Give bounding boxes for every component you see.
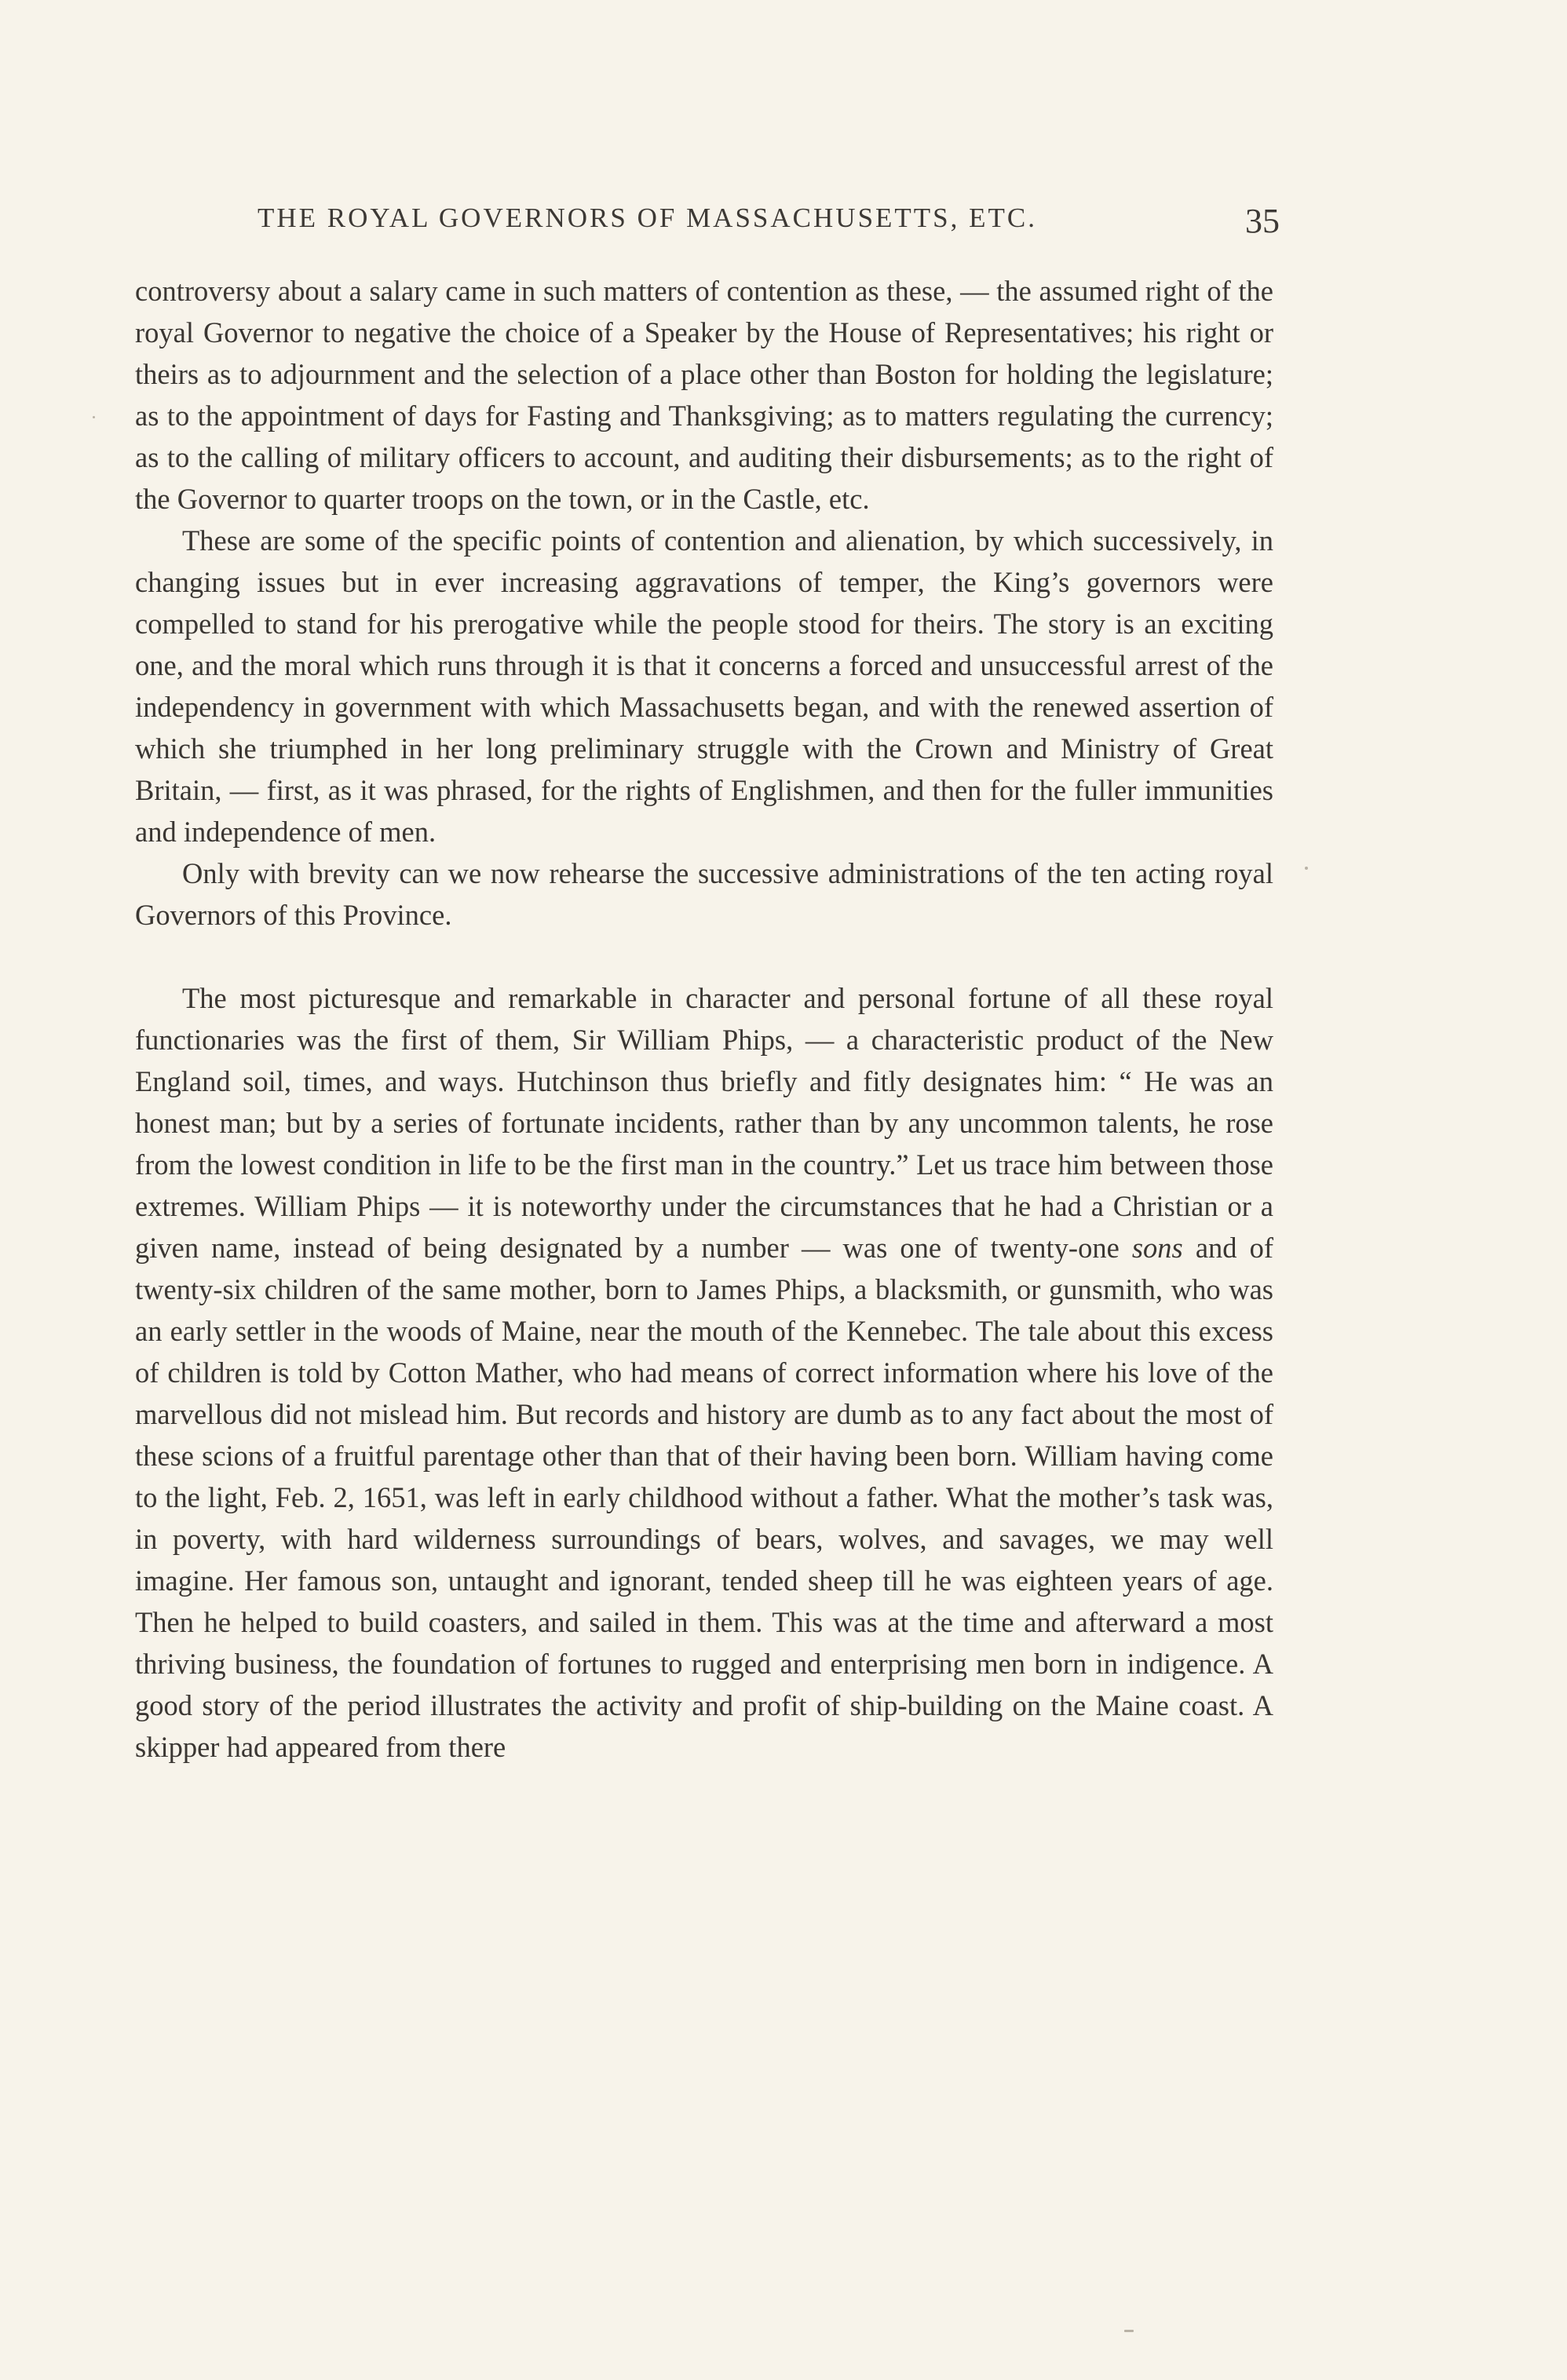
paragraph-3: Only with brevity can we now rehearse the successive administrations of the ten acting royal Governors of this Province. [135,857,1273,931]
paragraph-4-text-a: The most picturesque and remarkable in character and personal fortune of all these royal functionaries was the first of them, Sir William Phips, — a characteristic product of the New England soil, times, and ways. Hutchinson thus briefly and fitly designates him: “ He was an honest man; but by a series of fortunate incidents, rather than by any uncommon talents, he rose from the lowest condition in life to be the first man in the country.” Let us trace him between those extremes. William Phips — it is noteworthy under the circumstances that he had a Christian or a given name, instead of being designated by a number — was one of twenty-one [135,982,1273,1264]
running-title: THE ROYAL GOVERNORS OF MASSACHUSETTS, ETC. [258,203,1037,233]
paragraph-1: controversy about a salary came in such matters of contention as these, — the assumed right of the royal Governor to negative the choice of a Speaker by the House of Representatives; his right or theirs as to adjournment and the selection of a place other than Boston for holding the legislature; as to the appointment of days for Fasting and Thanksgiving; as to matters regulating the currency; as to the calling of military officers to account, and auditing their disbursements; as to the right of the Governor to quarter troops on the town, or in the Castle, etc. [135,275,1273,515]
paper-speck [1124,2330,1134,2332]
italic-emphasis: sons [1131,1232,1183,1264]
paragraph-4-text-b: and of twenty-six children of the same mother, born to James Phips, a blacksmith, or gunsmith, who was an early settler in the woods of Maine, near the mouth of the Kennebec. The tale about this excess of children is told by Cotton Mather, who had means of correct information where his love of the marvellous did not mislead him. But records and history are dumb as to any fact about the most of these scions of a fruitful parentage other than that of their having been born. William having come to the light, Feb. 2, 1651, was left in early childhood without a father. What the mother’s task was, in poverty, with hard wilderness surroundings of bears, wolves, and savages, we may well imagine. Her famous son, untaught and ignorant, tended sheep till he was eighteen years of age. Then he helped to build coasters, and sailed in them. This was at the time and afterward a most thriving business, the foundation of fortunes to rugged and enterprising men born in indigence. A good story of the period illustrates the activity and profit of ship-building on the Maine coast. A skipper had appeared from there [135,1232,1273,1763]
body-text [135,270,1273,1768]
paper-speck [93,416,95,418]
running-head [133,196,1280,243]
paragraph-4 [135,977,1273,1768]
paper-speck [1305,867,1308,870]
paragraph-2: These are some of the specific points of contention and alienation, by which successively, in changing issues but in ever increasing aggravations of temper, the King’s governors were compelled to stand for his prerogative while the people stood for theirs. The story is an exciting one, and the moral which runs through it is that it concerns a forced and unsuccessful arrest of the independency in government with which Massachusetts began, and with the renewed assertion of which she triumphed in her long preliminary struggle with the Crown and Ministry of Great Britain, — first, as it was phrased, for the rights of Englishmen, and then for the fuller immunities and independence of men. [135,524,1273,848]
page-number: 35 [1245,202,1280,240]
section-break [135,936,1273,977]
